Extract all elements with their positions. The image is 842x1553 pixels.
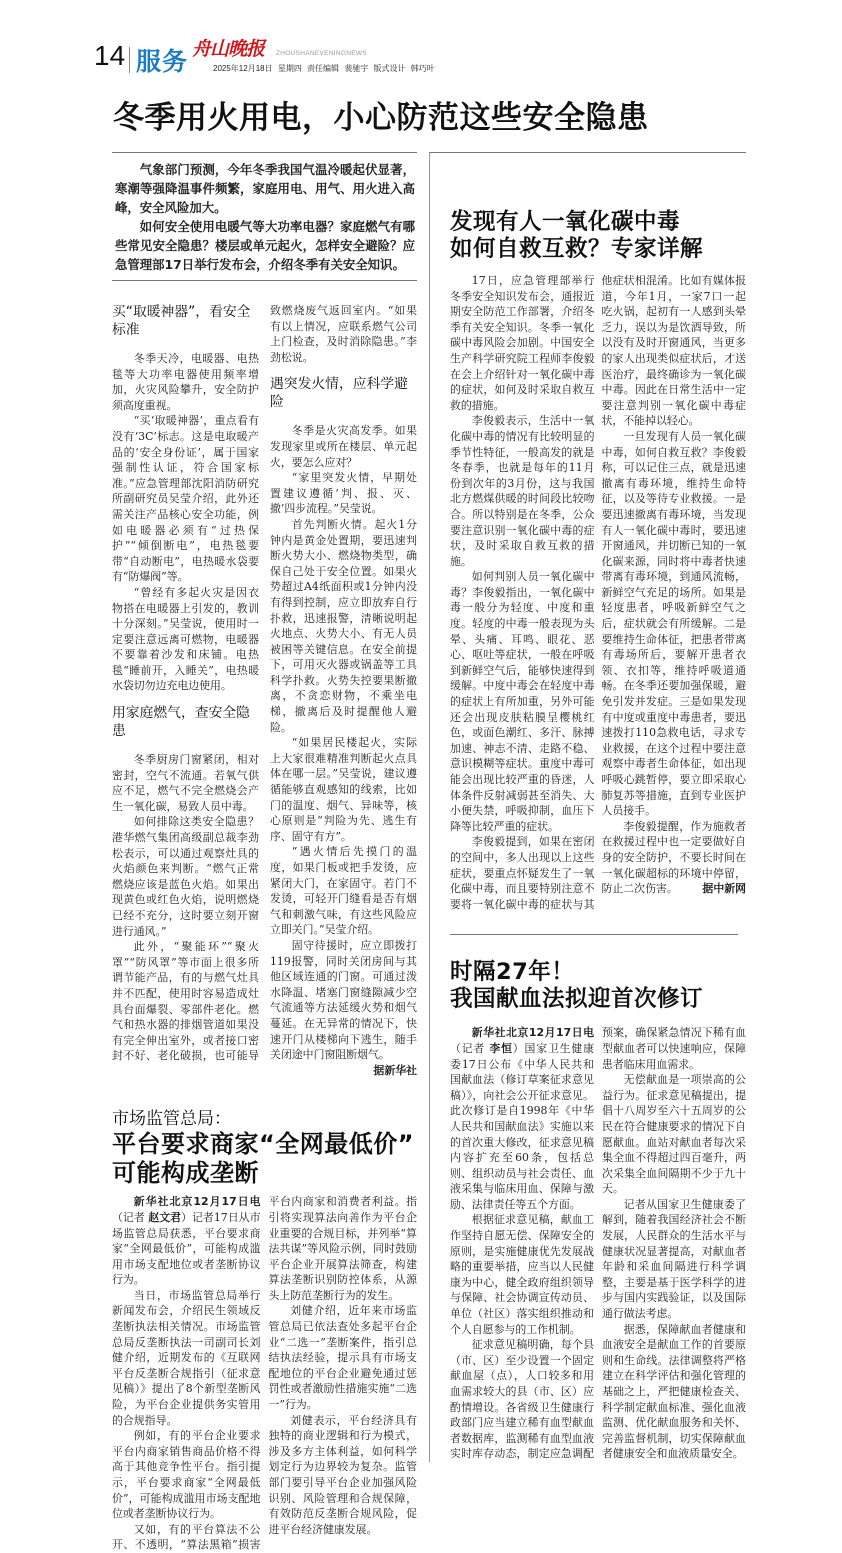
paragraph: [112, 413, 259, 585]
article-antitrust-body: [112, 1194, 417, 1553]
headline-line: 时隔27年！: [450, 959, 575, 986]
paragraph-text: 李俊毅提到，如果在密闭的空间中，多人出现以上这些症状，要重点怀疑发生了一氧化碳中毒，而且要特别注意不要将一氧化碳中毒的症状与其他症状相混淆。比如有媒体报道，今年1月，一家7口一起吃火锅，起初有一人感到头晕乏力，误以为是饮酒导致，所以没有及时开窗通风，当更多的家人出现类似症状后，才送医治疗，最终确诊为一氧化碳中毒。因此在日常生活中一定要注意判别一氧化碳中毒症状，不能掉以轻心。: [450, 274, 746, 911]
paragraph-text: “买‘取暖神器’，重点看有没有‘3C’标志。这是电取暖产品的‘安全身份证’，属于国家强制性认证，符合国家标准。”应急管理部沈阳消防研究所副研究员吴莹介绍，此外还需关注产品核心安全功能，例如电暖器必须有“过热保护”“倾倒断电”，电热毯要带“自动断电”，电热暖水袋要有“防爆阀”等。: [112, 414, 259, 584]
paragraph-text: 据悉，保障献血者健康和血液安全是献血工作的首要原则和生命线。法律调整将严格建立在科学评估和强化管理的基础之上，严把健康检查关、科学制定献血标准、强化血液监测、优化献血服务和关怀、完善监督机制，切实保障献血者健康安全和血液质量安全。: [602, 1322, 746, 1461]
paragraph: [270, 844, 417, 938]
newspaper-english-name: ZHOUSHANEVENINGNEWS: [276, 50, 367, 57]
paragraph-text: 当日，市场监管总局举行新闻发布会，介绍民生领域反垄断执法相关情况。市场监管总局反垄断执法一司副司长刘健介绍，近期发布的《互联网平台反垄断合规指引（征求意见稿）》提出了8个新型垄断风险，为平台企业提供务实管用的合规指导。: [112, 1288, 261, 1427]
paragraph-text: 一旦发现有人员一氧化碳中毒，如何自救互救？李俊毅称，可以记住三点，就是迅速撤离有毒环境，维持生命特征，以及等待专业救援。一是要迅速撤离有毒环境，当发现有人一氧化碳中毒时，要迅速开窗通风，并切断已知的一氧化碳来源，同时将中毒者快速带离有毒环境，到通风流畅，新鲜空气充足的场所。如果是轻度患者，呼吸新鲜空气之后，症状就会有所缓解。二是要维持生命体征，把患者带离有毒场所后，要解开患者衣领、衣扣等，维持呼吸道通畅。在冬季还要加强保暖，避免引发并发症。三是如果发现有中度或重度中毒患者，要迅速拨打110急救电话，寻求专业救援，在这个过程中要注意观察中毒者生命体征，如出现呼吸心跳暂停，要立即采取心肺复苏等措施，直到专业医护人员接手。: [601, 429, 746, 818]
subheading: 用家庭燃气，查安全隐患: [112, 705, 250, 740]
lead-paragraph: 气象部门预测，今年冬季我国气温冷暖起伏显著，寒潮等强降温事件频繁，家庭用电、用气、用火进入高峰，安全风险加大。: [115, 162, 415, 215]
paragraph-text: 李俊毅提醒，作为施救者在救援过程中也一定要做好自身的安全防护，不要长时间在一氧化碳超标的环境中停留，防止二次伤害。: [601, 819, 746, 896]
paragraph-text: 此外，“聚能环”“聚火罩”“防风罩”等市面上很多所谓节能产品，有的与燃气灶具并不匹配，使用时容易造成灶具台面爆裂、零部件老化。燃气和热水器的排烟管道如果没有完全伸出室外，或者接口密封不好、老化破损，也可能导致燃烧废气返回室内。“如果有以上情况，应联系燃气公司上门检查，及时消除隐患。”李劲松说。: [112, 304, 417, 1063]
paragraph-text: 17日，应急管理部举行冬季安全知识发布会，通报近期安全防范工作部署，介绍冬季有关安全知识。冬季一氧化碳中毒风险会加剧。中国安全生产科学研究院工程师李俊毅在会上介绍针对一氧化碳中毒的症状，如何及时采取自救互救的措施。: [450, 274, 595, 412]
paragraph: [270, 517, 417, 735]
lead-paragraphs: [112, 153, 417, 281]
paragraph: [602, 429, 747, 819]
paragraph-text: 记者从国家卫生健康委了解到，随着我国经济社会不断发展，人民群众的生活水平与健康状况显著提高，对献血者年龄和采血间隔进行科学调整，主要是基于医学科学的进步与国内实践验证，以及国际通行做法考虑。: [602, 1197, 746, 1321]
headline-line: 平台要求商家“全网最低价”: [112, 1130, 415, 1159]
article-blood-law-headline: [450, 959, 746, 1013]
paragraph-text: 冬季厨房门窗紧闭，相对密封，空气不流通。若氧气供应不足，燃气不完全燃烧会产生一氧化碳，易致人员中毒。: [112, 753, 259, 813]
issue-dateline: 2025年12月18日 星期四 责任编辑 裴驰宇 版式设计 韩巧叶: [213, 64, 435, 73]
paragraph-text: ）记者17日从市场监管总局获悉，平台要求商家“全网最低价”，可能构成滥用市场支配地位或者垄断协议行为。: [112, 1210, 261, 1287]
paragraph-text: 首先判断火情。起火1分钟内是黄金处置期，要迅速判断火势大小、燃烧物类型，确保自己处于安全位置。如果火势超过A4纸面积或1分钟内没有得到控制，应立即放弃自行扑救，迅速报警，清晰说明起火地点、火势大小、有无人员被困等关键信息。在安全前提下，可用灭火器或锅盖等工具科学扑救。火势失控要果断撤离，不贪恋财物，不乘坐电梯，撤离后及时提醒他人避险。: [270, 517, 417, 734]
paragraph: [112, 1428, 261, 1522]
paragraph: [270, 938, 417, 1077]
paragraph-text: 固守待援时，应立即拨打119报警，同时关闭房间与其他区域连通的门窗。可通过泼水降温、堵塞门窗缝隙减少空气流通等方法延缓火势和烟气蔓延。在无异常的情况下，快速开门从楼梯向下逃生，随手关闭途中门窗阻断烟气。: [270, 938, 417, 1062]
paragraph-text: 如何判别人员一氧化碳中毒？李俊毅指出，一氧化碳中毒一般分为轻度、中度和重度。轻度的中毒一般表现为头晕、头痛、耳鸣、眼花、恶心、呕吐等症状，一般在呼吸到新鲜空气后，能够快速得到缓解。中度中毒会在轻度中毒的症状上有所加重，另外可能还会出现皮肤粘膜呈樱桃红色，或面色潮红、多汗、脉搏加速、神志不清、走路不稳、意识模糊等症状。重度中毒可能会出现比较严重的昏迷，人体条件反射减弱甚至消失、大小便失禁，呼吸抑制，血压下降等比较严重的症状。: [450, 570, 595, 833]
paragraph: [112, 814, 259, 939]
paragraph: [450, 273, 595, 413]
header-divider: [129, 47, 130, 73]
article-blood-law-body: [450, 1025, 746, 1462]
paragraph: [112, 1288, 261, 1428]
paragraph: [112, 351, 259, 413]
paragraph: [450, 413, 595, 569]
paragraph-text: “家里突发火情，早期处置建议遵循‘判、报、灭、撤’四步流程。”吴莹说。: [270, 471, 417, 516]
paragraph-text: 征求意见稿明确，每个县（市、区）至少设置一个固定献血屋（点），人口较多和用血需求较大的县（市、区）应酌情增设。各省级卫生健康行政部门应当建立稀有血型献血者数据库，监测稀有血型血液实时库存动态，制定应急调配预案，确保紧急情况下稀有血型献血者可以快速响应，保障患者临床用血需求。: [450, 1026, 746, 1461]
lead-paragraph: 如何安全使用电暖气等大功率电器？家庭燃气有哪些常见安全隐患？楼层或单元起火，怎样安全避险？应急管理部17日举行发布会，介绍冬季有关安全知识。: [115, 219, 415, 272]
paragraph: [602, 1197, 746, 1322]
headline-line: 可能构成垄断: [112, 1159, 259, 1188]
reporter-prefix: （记者: [450, 1041, 490, 1055]
article-fire-safety-body: [112, 303, 417, 1078]
dateline: 新华社北京12月17日电: [471, 1026, 594, 1040]
article-co-headline: [450, 209, 746, 263]
paragraph-text: 冬季是火灾高发季。如果发现家里或所在楼层、单元起火，要怎么应对？: [270, 424, 417, 469]
paragraph-text: 刘健介绍，近年来市场监管总局已依法查处多起平台企业“二选一”垄断案件，指引总结执法经验，提示具有市场支配地位的平台企业避免通过惩罚性或者激励性措施实施“二选一”行为。: [268, 1304, 417, 1412]
headline-line: 如何自救互救？专家详解: [450, 236, 704, 262]
article-antitrust-headline: [112, 1130, 417, 1188]
article-antitrust-kicker: 市场监管总局：: [112, 1109, 231, 1130]
paragraph: [269, 1413, 418, 1538]
paragraph-text: 刘健表示，平台经济具有独特的商业逻辑和行为模式，涉及多方主体利益，如何科学划定行为边界较为复杂。监管部门要引导平台企业加强风险识别、风险管理和合规保障，有效防范反垄断合规风险，促进平台经济健康发展。: [268, 1413, 417, 1536]
paragraph-text: 冬季天冷，电暖器、电热毯等大功率电器使用频率增加，火灾风险攀升，安全防护须高度重视。: [112, 352, 259, 412]
paragraph-text: 无偿献血是一项崇高的公益行为。征求意见稿提出，提倡十八周岁至六十五周岁的公民在符合健康要求的情况下自愿献血。血站对献血者每次采集全血不得超过四百毫升，两次采集全血间隔期不少于九十天。: [602, 1073, 746, 1196]
subheading: 买“取暖神器”，看安全标准: [112, 304, 251, 338]
left-column-stack: [112, 152, 417, 1553]
paragraph: [112, 585, 259, 694]
dateline: 新华社北京12月17日电: [133, 1195, 261, 1209]
paragraph: [602, 1072, 746, 1197]
paragraph: [269, 1303, 418, 1412]
paragraph: [112, 1194, 261, 1288]
paragraph-text: ）国家卫生健康委17日公布《中华人民共和国献血法（修订草案征求意见稿）》，向社会公开征求意见。此次修订是自1998年《中华人民共和国献血法》实施以来的首次重大修改，征求意见稿内容扩充至60条，包括总则、组织动员与社会责任、血液采集与临床用血、保障与激励、法律责任等五个方面。: [450, 1041, 594, 1211]
page-number: 14: [94, 40, 126, 71]
source-credit: 据中新网: [702, 882, 746, 896]
divider: [450, 934, 738, 935]
article-co-body: [450, 273, 746, 912]
paragraph: [112, 752, 259, 814]
main-headline: 冬季用火用电，小心防范这些安全隐患: [113, 100, 649, 136]
paragraph: [270, 735, 417, 844]
paragraph-text: 例如，有的平台企业要求平台内商家销售商品价格不得高于其他竞争性平台。指引提示，平台要求商家“全网最低价”，可能构成滥用市场支配地位或者垄断协议行为。: [112, 1429, 261, 1521]
paragraph-text: “曾经有多起火灾是因衣物搭在电暖器上引发的，教训十分深刻。”吴莹说，使用时一定要注意远离可燃物，电暖器不要靠着沙发和床铺。电热毯“睡前开，入睡关”，电热暖水袋切勿边充电边使用。: [112, 585, 259, 693]
paragraph-text: 如何排除这类安全隐患？港华燃气集团高级副总裁李劲松表示，可以通过观察灶具的火焰颜色来判断。“燃气正常燃烧应该是蓝色火焰。如果出现黄色或红色火焰，说明燃烧已经不充分，这时要立刻开窗进行通风。”: [112, 815, 259, 938]
right-column-stack: [429, 152, 746, 1462]
section-title: 服务: [136, 47, 189, 76]
paragraph: [450, 569, 595, 834]
paragraph: [602, 819, 747, 897]
paragraph-text: 又如，有的平台算法不公开、不透明，“算法黑箱”损害平台内商家和消费者利益。指引将实现算法向善作为平台企业重要的合规目标，并列举“算法共谋”等风险示例，同时鼓励平台企业开展算法筛查，构建算法垄断识别防控体系，从源头上防范垄断行为的发生。: [112, 1195, 417, 1552]
paragraph: [450, 1025, 594, 1212]
source-credit: 据新华社: [373, 1063, 417, 1077]
paragraph: [270, 470, 417, 517]
reporter-prefix: （记者: [112, 1210, 149, 1224]
reporter-name: 李恒: [489, 1041, 513, 1055]
paragraph: [450, 1212, 594, 1337]
paragraph-text: 李俊毅表示，生活中一氧化碳中毒的情况有比较明显的季节性特征，一般高发的就是冬春季，也就是每年的11月份到次年的3月份，这与我国北方燃煤供暖的时间段比较吻合。所以特别是在冬季，公众要注意识别一氧化碳中毒的症状，及时采取自救互救的措施。: [450, 414, 595, 568]
paragraph-text: “如果居民楼起火，实际上大家很难精准判断起火点具体在哪一层。”吴莹说，建议遵循能够直观感知的线索，比如门的温度、烟气、异味等，核心原则是“判险为先、逃生有序、固守有方”。: [270, 736, 417, 843]
newspaper-logo: 舟山晚报: [192, 38, 265, 60]
headline-line: 我国献血法拟迎首次修订: [450, 986, 704, 1013]
reporter-name: 赵文君: [148, 1210, 182, 1224]
paragraph-text: “遇火情后先摸门的温度，如果门板或把手发烫，应紧闭大门，在家固守。若门不发烫，可轻开门缝看是否有烟气和刺激气味，有这些风险应立即关门。”吴莹介绍。: [270, 845, 417, 937]
paragraph-text: 根据征求意见稿，献血工作坚持自愿无偿、保障安全的原则，是实施健康优先发展战略的重要举措，应当以人民健康为中心，健全政府组织领导与保障、社会协调宣传动员、单位（社区）落实组织推动和个人自愿参与的工作机制。: [450, 1213, 594, 1336]
subheading: 遇突发火情，应科学避险: [270, 376, 408, 411]
headline-line: 发现有人一氧化碳中毒: [450, 209, 681, 235]
paragraph: [270, 423, 417, 470]
paragraph: [602, 1322, 746, 1462]
